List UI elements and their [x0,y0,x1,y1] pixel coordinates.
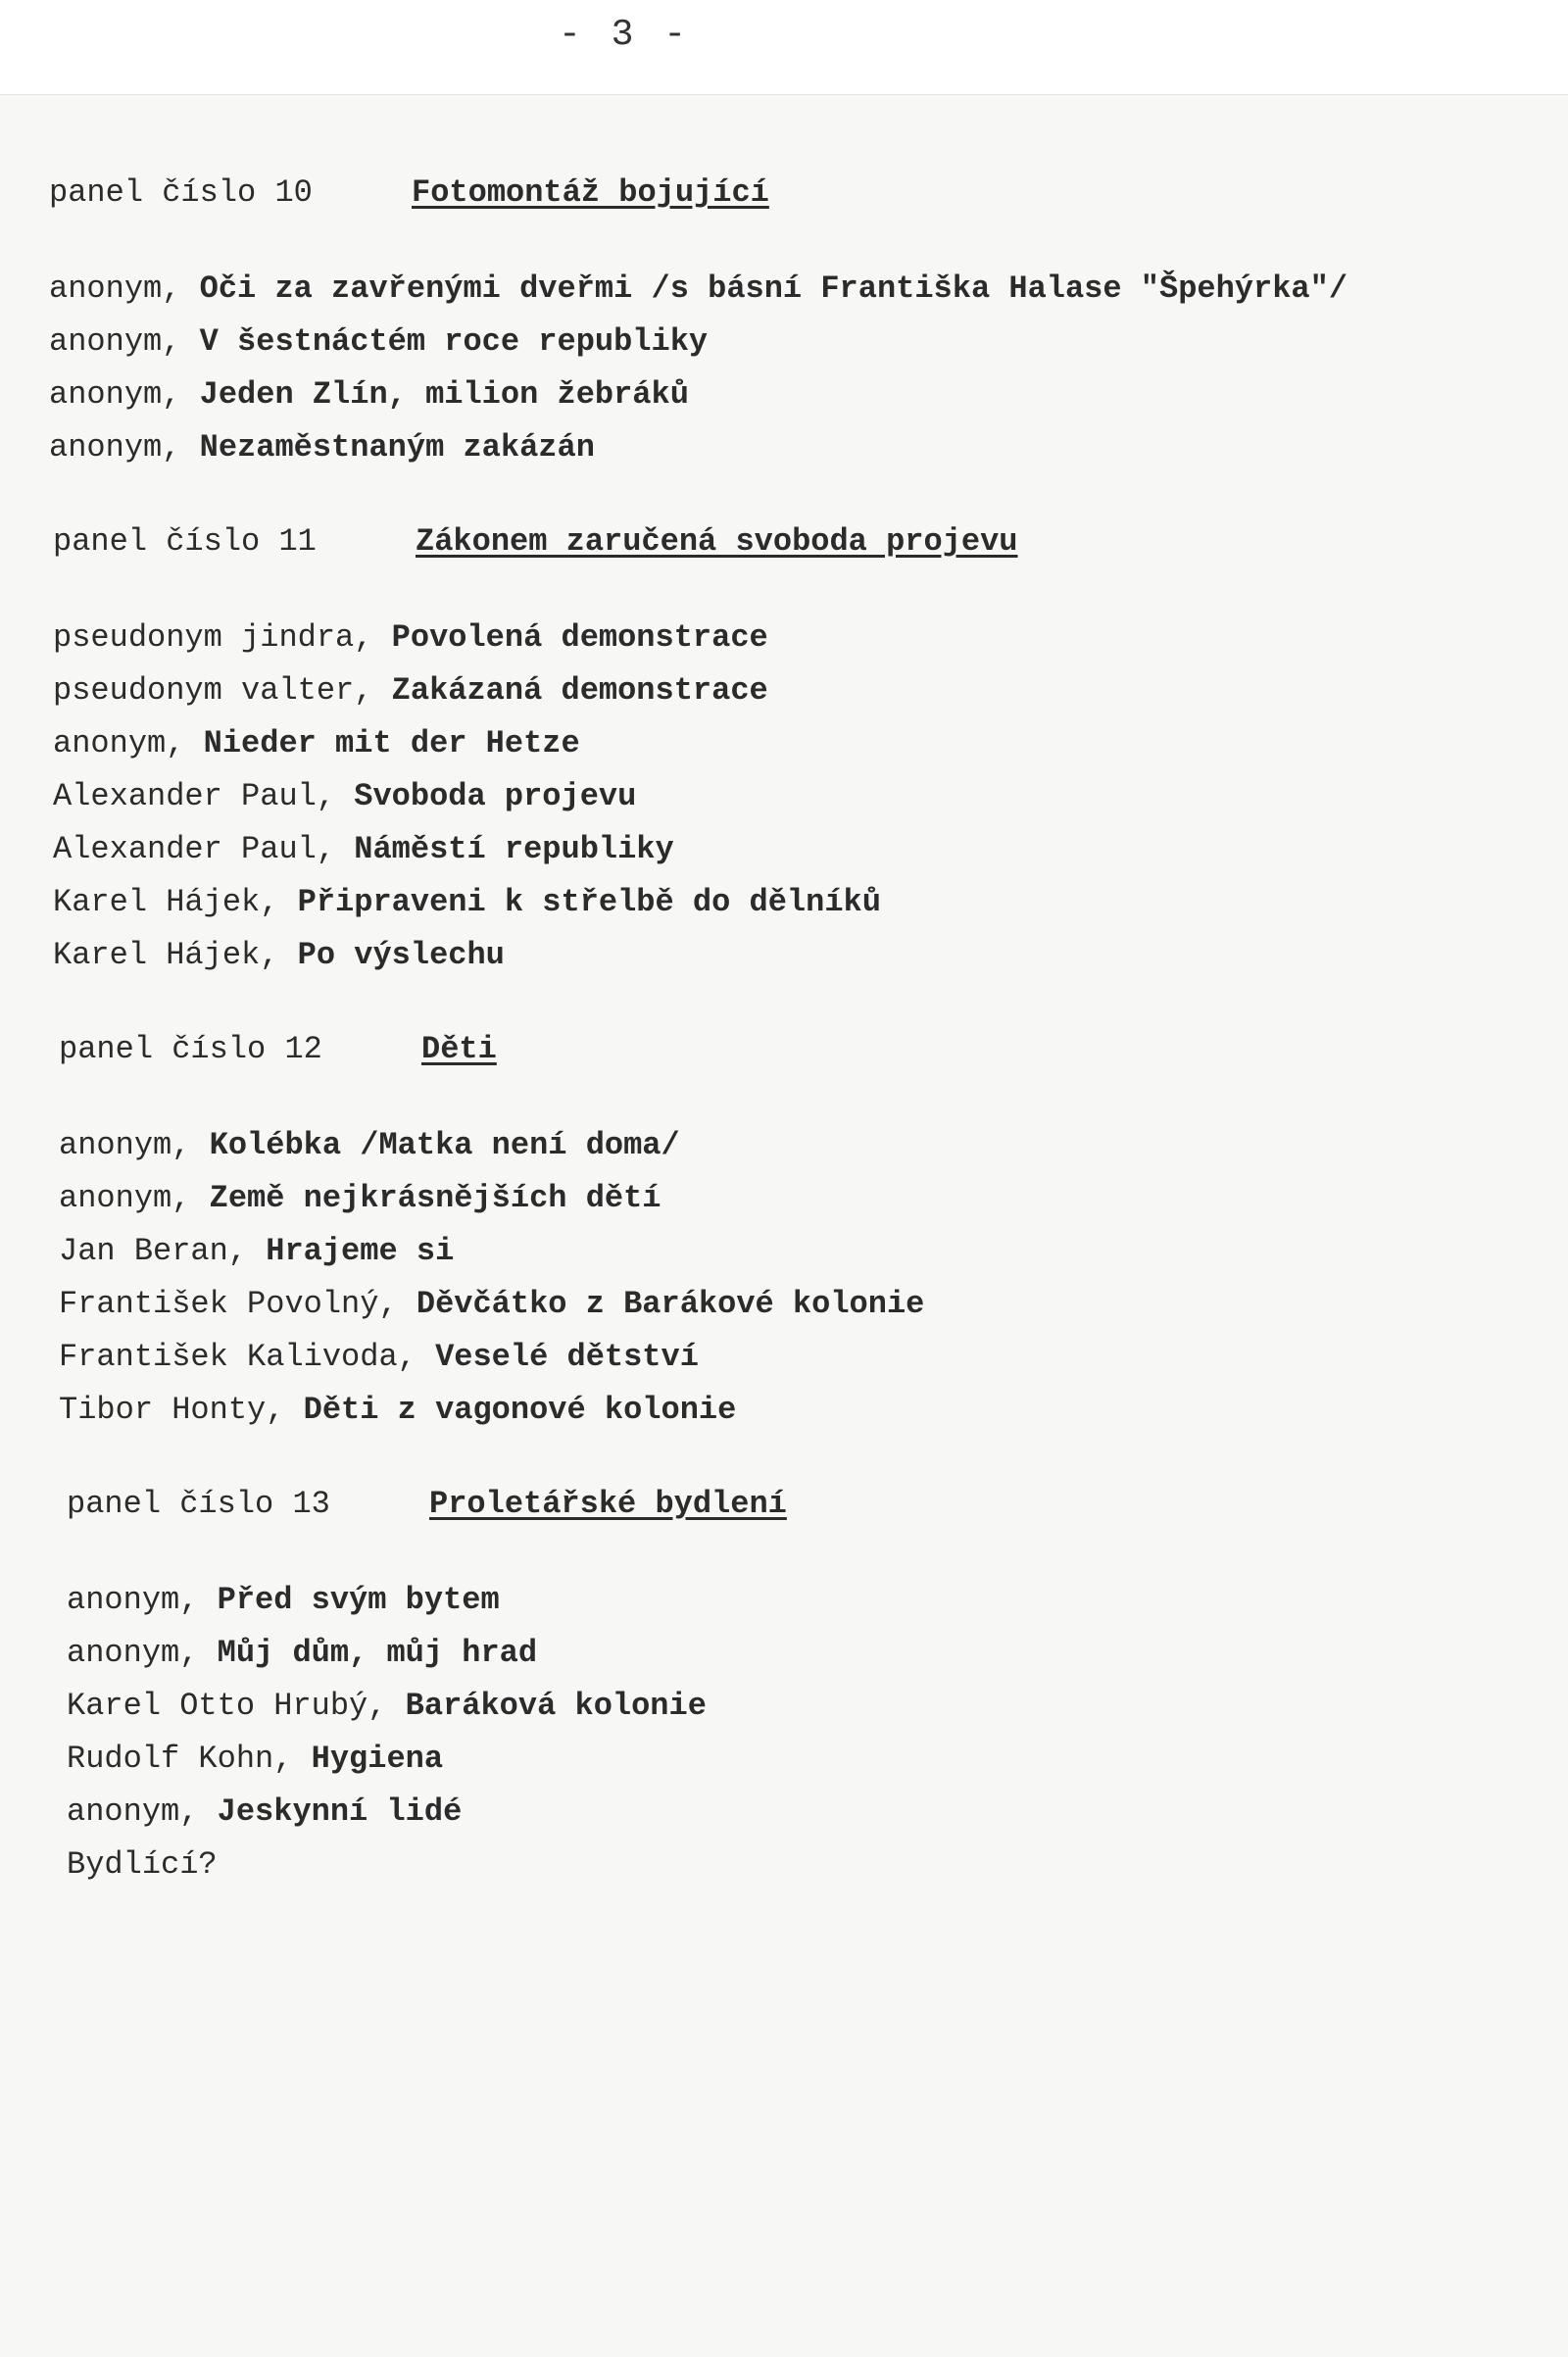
list-item [59,1225,1519,1278]
panel-heading [67,1478,1519,1531]
panel-title: Proletářské bydlení [429,1486,787,1522]
list-item [67,1786,1519,1839]
document-body [49,167,1519,1933]
entry-title: Děti z vagonové kolonie [303,1392,737,1428]
list-item [53,876,1519,929]
entry-title: Oči za zavřenými dveřmi /s básní Františka Halase "Špehýrka"/ [199,270,1348,307]
entry-title: Povolená demonstrace [391,619,768,656]
list-item [49,368,1519,421]
panel-heading [49,167,1519,220]
entry-title: V šestnáctém roce republiky [199,323,709,360]
panel-title: Fotomontáž bojující [412,174,769,211]
panel-label: panel číslo 12 [59,1031,322,1067]
entry-list [67,1574,1519,1891]
list-item [67,1574,1519,1627]
list-item [53,770,1519,823]
entry-title: Jeden Zlín, milion žebráků [199,376,689,413]
list-item [67,1839,1519,1891]
entry-title: Můj dům, můj hrad [217,1635,538,1671]
entry-title: Země nejkrásnějších dětí [209,1180,662,1216]
entry-author: anonym , [49,429,200,466]
panel-label: panel číslo 10 [49,174,313,211]
list-item [49,421,1519,474]
entry-author: Karel Otto Hrubý , [67,1688,406,1724]
entry-author: Tibor Honty , [59,1392,304,1428]
entry-title: Svoboda projevu [354,778,637,814]
panel-11 [49,516,1519,982]
panel-label: panel číslo 13 [67,1486,330,1522]
list-item [59,1331,1519,1384]
entry-title: Nezaměstnaným zakázán [199,429,595,466]
entry-author: Rudolf Kohn , [67,1741,312,1777]
entry-title: Zakázaná demonstrace [391,672,768,709]
entry-author: pseudonym jindra , [53,619,392,656]
entry-title: Nieder mit der Hetze [203,725,580,761]
panel-title: Zákonem zaručená svoboda projevu [416,523,1018,560]
entry-title: Připraveni k střelbě do dělníků [297,884,881,920]
list-item [59,1172,1519,1225]
entry-author: Karel Hájek , [53,937,298,973]
entry-author: anonym , [49,270,200,307]
entry-author: anonym , [59,1180,210,1216]
panel-13 [49,1478,1519,1891]
entry-author: anonym , [67,1582,218,1618]
entry-author: anonym , [49,323,200,360]
entry-title: Náměstí republiky [354,831,674,867]
entry-author: pseudonym valter , [53,672,392,709]
list-item [53,664,1519,717]
list-item [53,929,1519,982]
panel-heading [53,516,1519,568]
entry-list [59,1119,1519,1437]
list-item [49,316,1519,368]
entry-author: anonym , [49,376,200,413]
panel-10 [49,167,1519,474]
panel-title: Děti [421,1031,497,1067]
list-item [67,1733,1519,1786]
list-item [59,1384,1519,1437]
entry-author: anonym , [59,1127,210,1163]
list-item [53,823,1519,876]
entry-author: Jan Beran , [59,1233,266,1269]
top-margin [0,0,1568,98]
entry-author: Karel Hájek , [53,884,298,920]
entry-author: Alexander Paul , [53,831,354,867]
entry-title: Jeskynní lidé [217,1793,463,1830]
list-item [67,1627,1519,1680]
panel-label: panel číslo 11 [53,523,317,560]
entry-author: František Kalivoda , [59,1339,435,1375]
entry-title: Kolébka /Matka není doma/ [209,1127,680,1163]
list-item [59,1278,1519,1331]
entry-title: Hygiena [311,1741,444,1777]
entry-title: Veselé dětství [435,1339,699,1375]
list-item [49,263,1519,316]
entry-author: Alexander Paul , [53,778,354,814]
panel-heading [59,1023,1519,1076]
entry-author: Bydlící? [67,1846,218,1883]
list-item [59,1119,1519,1172]
entry-title: Po výslechu [297,937,505,973]
entry-author: anonym , [53,725,204,761]
list-item [53,717,1519,770]
panel-12 [49,1023,1519,1437]
list-item [53,612,1519,664]
entry-title: Hrajeme si [266,1233,455,1269]
list-item [67,1680,1519,1733]
page-number: - 3 - [559,14,691,56]
entry-author: František Povolný , [59,1286,416,1322]
entry-title: Děvčátko z Barákové kolonie [416,1286,925,1322]
entry-title: Před svým bytem [217,1582,500,1618]
entry-title: Baráková kolonie [405,1688,707,1724]
entry-list [53,612,1519,982]
entry-author: anonym , [67,1635,218,1671]
entry-author: anonym , [67,1793,218,1830]
entry-list [49,263,1519,474]
